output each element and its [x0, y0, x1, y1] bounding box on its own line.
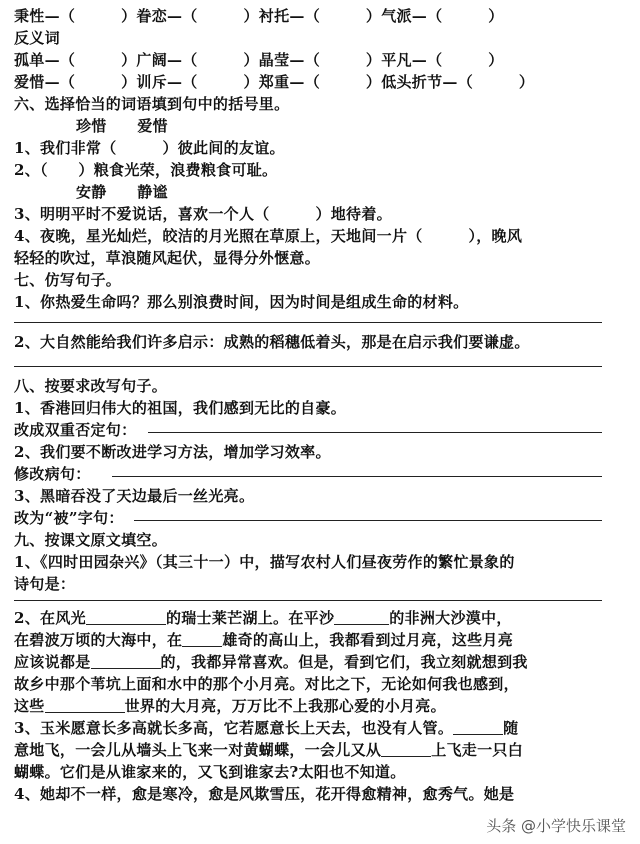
- question-9-2-line-2: [14, 630, 626, 650]
- text-fragment: 的非洲大沙漠中，: [389, 609, 512, 627]
- answer-line[interactable]: [134, 520, 602, 521]
- answer-line[interactable]: [14, 366, 602, 367]
- section-7-heading: 七、仿写句子。: [14, 271, 122, 289]
- section-6-heading: 六、选择恰当的词语填到句中的括号里。: [14, 95, 290, 113]
- question-7-1: 1、你热爱生命吗？那么别浪费时间，因为时间是组成生命的材料。: [14, 293, 469, 311]
- text-fragment: 世界的大月亮，万万比不上我那心爱的小月亮。: [124, 697, 446, 715]
- question-6-1: 1、我们非常（ ）彼此间的友谊。: [14, 139, 285, 157]
- antonym-heading: 反义词: [14, 29, 60, 47]
- question-6-3: 3、明明平时不爱说话，喜欢一个人（ ）地待着。: [14, 205, 392, 223]
- answer-line[interactable]: [14, 600, 602, 601]
- section-9-heading: 九、按课文原文填空。: [14, 531, 168, 549]
- question-6-4-cont: 轻轻的吹过，草浪随风起伏，显得分外惬意。: [14, 249, 321, 267]
- question-9-3-line-1: [14, 718, 626, 738]
- question-6-4: 4、夜晚，星光灿烂，皎洁的月光照在草原上，天地间一片（ ），晚风: [14, 227, 523, 245]
- answer-line[interactable]: [112, 476, 602, 477]
- text-fragment: 应该说都是: [14, 653, 91, 671]
- text-fragment: 意地飞，一会儿从墙头上飞来一对黄蝴蝶，一会儿又从: [14, 741, 382, 759]
- question-9-2-line-1: [14, 608, 626, 628]
- question-8-3: 3、黑暗吞没了天边最后一丝光亮。: [14, 487, 255, 505]
- antonym-row-1: 孤单—（ ）广阔—（ ）晶莹—（ ）平凡—（ ）: [14, 51, 504, 69]
- text-fragment: 2、在风光: [14, 609, 86, 627]
- prompt-double-negative: 改成双重否定句：: [14, 421, 137, 439]
- text-fragment: 3、玉米愿意长多高就长多高，它若愿意长上天去，也没有人管。: [14, 719, 454, 737]
- text-fragment: 上飞走一只白: [431, 741, 524, 759]
- fill-blank[interactable]: [381, 742, 431, 757]
- question-9-2-line-4: 故乡中那个苇坑上面和水中的那个小月亮。对比之下，无论如何我也感到，: [14, 675, 519, 693]
- question-7-2: 2、大自然能给我们许多启示：成熟的稻穗低着头，那是在启示我们要谦虚。: [14, 333, 530, 351]
- answer-line[interactable]: [148, 432, 602, 433]
- question-9-4-line-1: 4、她却不一样，愈是寒冷，愈是风欺雪压，花开得愈精神，愈秀气。她是: [14, 785, 515, 803]
- prompt-passive: 改为“被”字句：: [14, 509, 124, 527]
- text-fragment: 这些: [14, 697, 45, 715]
- fill-blank[interactable]: [334, 610, 389, 625]
- text-fragment: 雄奇的高山上，我都看到过月亮，这些月亮: [222, 631, 514, 649]
- watermark: 头条 @小学快乐课堂: [486, 817, 626, 835]
- question-9-2-line-5: [14, 696, 626, 716]
- question-6-2: 2、（ ）粮食光荣，浪费粮食可耻。: [14, 161, 278, 179]
- question-8-1: 1、香港回归伟大的祖国，我们感到无比的自豪。: [14, 399, 347, 417]
- text-fragment: 随: [503, 719, 519, 737]
- fill-blank[interactable]: [91, 654, 161, 669]
- text-fragment: 的，我都异常喜欢。但是，看到它们，我立刻就想到我: [160, 653, 528, 671]
- synonym-row-1: 秉性—（ ）眷恋—（ ）衬托—（ ）气派—（ ）: [14, 7, 504, 25]
- text-fragment: 的瑞士莱芒湖上。在平沙: [165, 609, 335, 627]
- fill-blank[interactable]: [45, 698, 125, 713]
- fill-blank[interactable]: [182, 632, 222, 647]
- text-fragment: 在碧波万顷的大海中，在: [14, 631, 183, 649]
- question-9-1-cont: 诗句是：: [14, 575, 76, 593]
- prompt-fix-sentence: 修改病句：: [14, 465, 91, 483]
- question-8-2: 2、我们要不断改进学习方法，增加学习效率。: [14, 443, 331, 461]
- fill-blank[interactable]: [86, 610, 166, 625]
- word-choice-1: 珍惜 爱惜: [76, 117, 168, 135]
- fill-blank[interactable]: [453, 720, 503, 735]
- word-choice-2: 安静 静谧: [76, 183, 168, 201]
- question-9-3-line-3: 蝴蝶。它们是从谁家来的，又飞到谁家去?太阳也不知道。: [14, 763, 406, 781]
- question-9-2-line-3: [14, 652, 626, 672]
- antonym-row-2: 爱惜—（ ）训斥—（ ）郑重—（ ）低头折节—（ ）: [14, 73, 535, 91]
- section-8-heading: 八、按要求改写句子。: [14, 377, 168, 395]
- answer-line[interactable]: [14, 322, 602, 323]
- question-9-1: 1、《四时田园杂兴》（其三十一）中，描写农村人们昼夜劳作的繁忙景象的: [14, 553, 515, 571]
- question-9-3-line-2: [14, 740, 626, 760]
